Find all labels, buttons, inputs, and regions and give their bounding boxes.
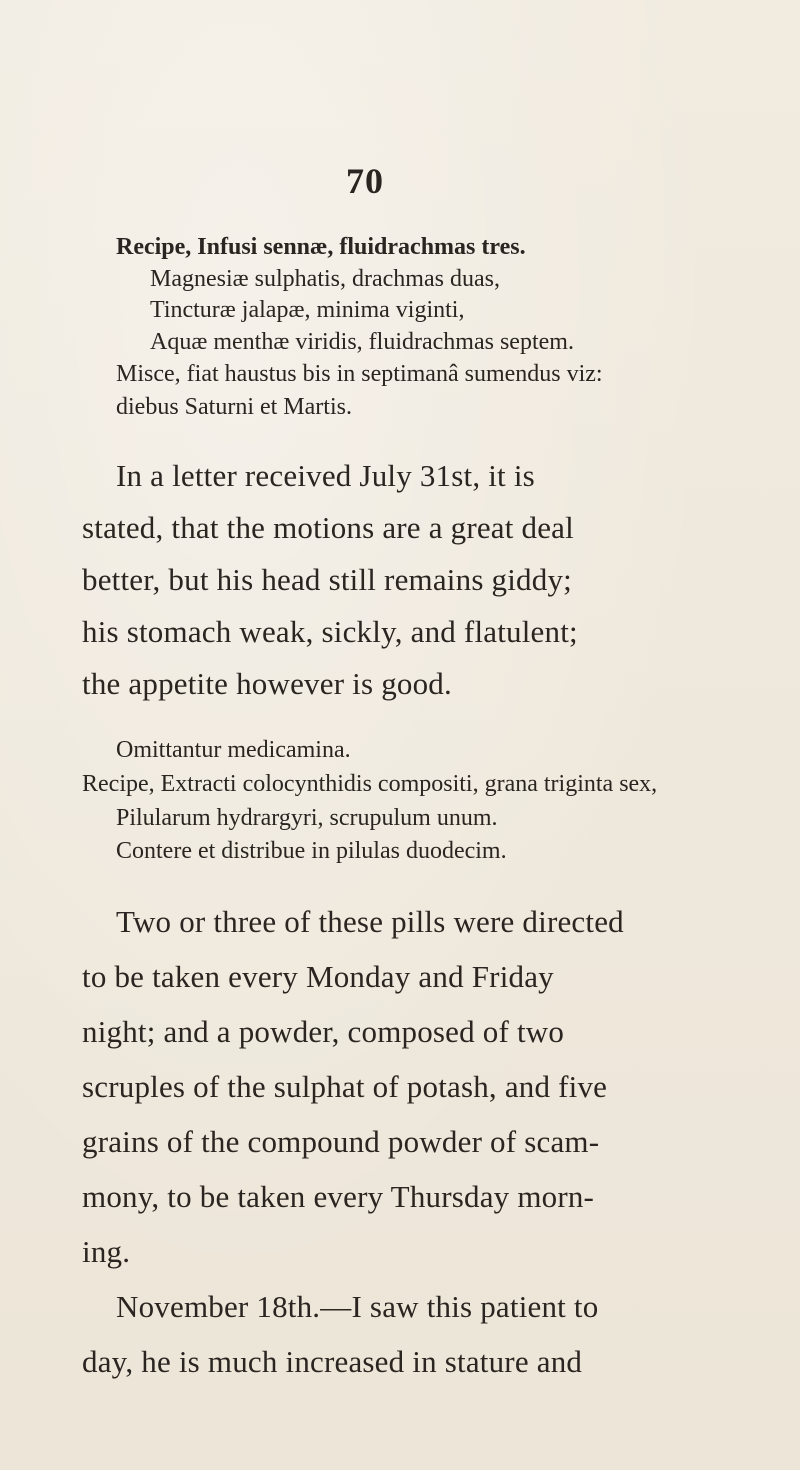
para1-line-2: stated, that the motions are a great deal <box>82 510 574 545</box>
para2-line-6: mony, to be taken every Thursday morn- <box>82 1179 595 1214</box>
para2-line-8: November 18th.—I saw this patient to <box>116 1289 599 1324</box>
para2-line-7: ing. <box>82 1234 131 1269</box>
rx2-line-2: Recipe, Extracti colocynthidis compositi, grana triginta sex, <box>82 771 658 797</box>
rx1-line-4: Aquæ menthæ viridis, fluidrachmas septem. <box>150 329 574 355</box>
rx1-line-3: Tincturæ jalapæ, minima viginti, <box>150 297 465 323</box>
rx2-line-3: Pilularum hydrargyri, scrupulum unum. <box>116 805 498 831</box>
para2-line-4: scruples of the sulphat of potash, and five <box>82 1069 608 1104</box>
rx1-line-2: Magnesiæ sulphatis, drachmas duas, <box>150 266 500 292</box>
para2-line-2: to be taken every Monday and Friday <box>82 959 554 994</box>
para1-line-4: his stomach weak, sickly, and flatulent; <box>82 614 578 649</box>
para2-line-3: night; and a powder, composed of two <box>82 1014 565 1049</box>
para1-line-3: better, but his head still remains giddy; <box>82 562 572 597</box>
rx2-line-4: Contere et distribue in pilulas duodecim. <box>116 838 507 864</box>
para2-line-5: grains of the compound powder of scam- <box>82 1124 600 1159</box>
para2-line-1: Two or three of these pills were directed <box>116 904 624 939</box>
rx1-line-6: diebus Saturni et Martis. <box>116 394 352 420</box>
para2-line-9: day, he is much increased in stature and <box>82 1344 583 1379</box>
para1-line-1: In a letter received July 31st, it is <box>116 458 535 493</box>
page-number: 70 <box>346 161 384 201</box>
rx1-line-1: Recipe, Infusi sennæ, fluidrachmas tres. <box>116 234 526 260</box>
para1-line-5: the appetite however is good. <box>82 666 452 701</box>
rx2-line-1: Omittantur medicamina. <box>116 737 351 763</box>
rx1-line-5: Misce, fiat haustus bis in septimanâ sumendus viz: <box>116 361 603 387</box>
